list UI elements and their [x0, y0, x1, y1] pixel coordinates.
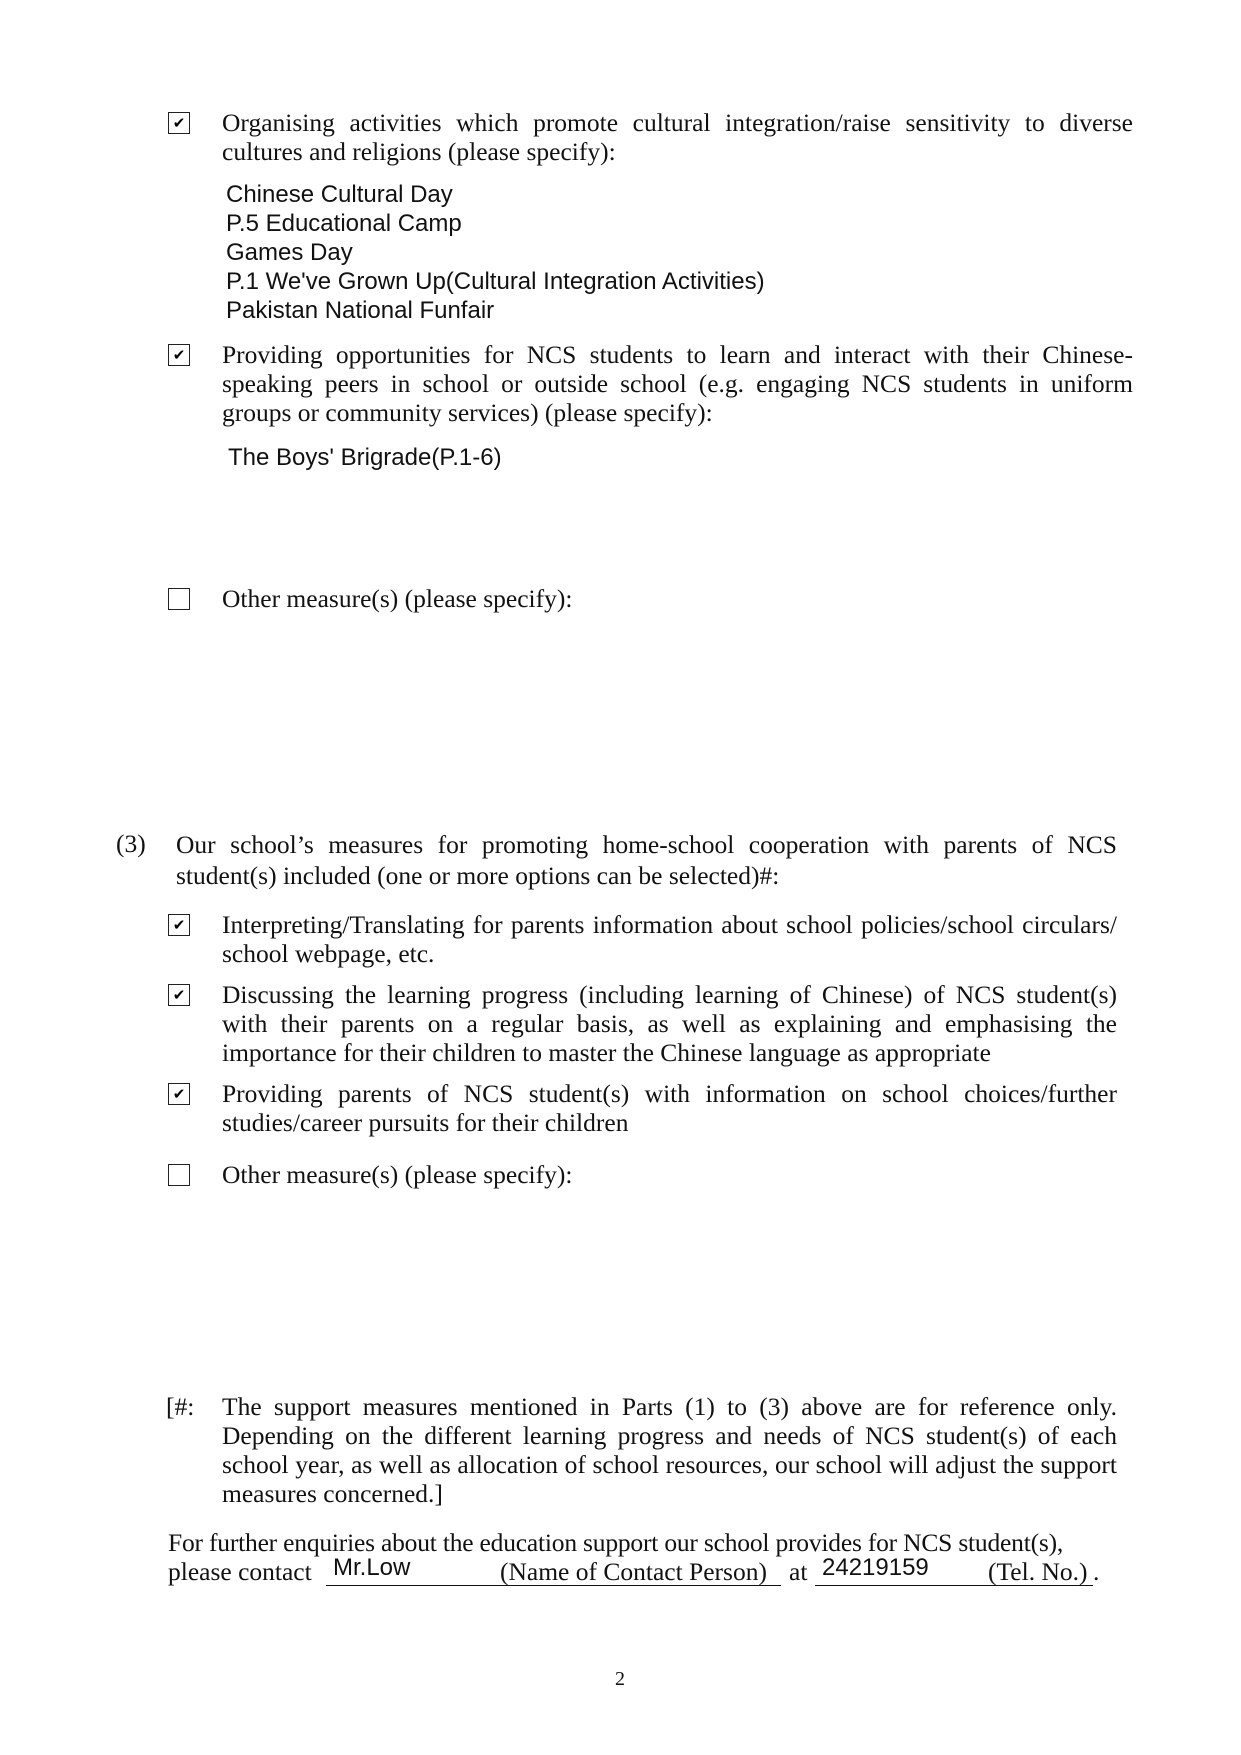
note-marker: [#:	[166, 1392, 195, 1421]
checkbox-chinese-speaking-peers[interactable]	[168, 344, 190, 366]
list-item: P.5 Educational Camp	[226, 210, 462, 237]
section3-heading: Our school’s measures for promoting home-school cooperation with parents of NCS student(s) included (one or more options can be selected)#:	[176, 830, 1117, 890]
learning-progress-label: Discussing the learning progress (including learning of Chinese) of NCS student(s) with their parents on a regular basis, as well as explaining and emphasising the importance for their children to master the Chinese language as appropriate	[222, 980, 1117, 1067]
list-item: Pakistan National Funfair	[226, 297, 495, 324]
peers-activities-list	[228, 443, 502, 472]
note-text: The support measures mentioned in Parts (1) to (3) above are for reference only. Depending on the different learning progress and needs of NCS student(s) of each school year, as well as allocation of school resources, our school will adjust the support measures concerned.]	[222, 1392, 1117, 1508]
list-item: Chinese Cultural Day	[226, 181, 453, 208]
check-mark-icon: ✔	[172, 345, 186, 364]
checkbox-other-measures-section2[interactable]	[168, 588, 190, 610]
cultural-activities-list	[226, 180, 765, 325]
list-item: Games Day	[226, 239, 353, 266]
interpreting-translating-label: Interpreting/Translating for parents information about school policies/school circulars/ school webpage, etc.	[222, 910, 1117, 968]
cultural-integration-label: Organising activities which promote cultural integration/raise sensitivity to diverse cultures and religions (please specify):	[222, 108, 1133, 166]
checkbox-other-measures-section3[interactable]	[168, 1164, 190, 1186]
section3-number: (3)	[116, 829, 146, 858]
checkbox-cultural-integration[interactable]	[168, 112, 190, 134]
other-measures-label-section3: Other measure(s) (please specify):	[222, 1160, 573, 1189]
page-number: 2	[615, 1668, 625, 1690]
chinese-speaking-peers-label: Providing opportunities for NCS students to learn and interact with their Chinese-speaking peers in school or outside school (e.g. engaging NCS students in uniform groups or community services) (please specify):	[222, 340, 1133, 427]
other-measures-label-section2: Other measure(s) (please specify):	[222, 584, 573, 613]
list-item: P.1 We've Grown Up(Cultural Integration Activities)	[226, 268, 765, 295]
checkbox-learning-progress[interactable]	[168, 984, 190, 1006]
contact-at: at	[789, 1557, 808, 1586]
check-mark-icon: ✔	[172, 1084, 186, 1103]
checkbox-school-choices[interactable]	[168, 1083, 190, 1105]
contact-tel-label: (Tel. No.)	[988, 1557, 1088, 1586]
school-choices-label: Providing parents of NCS student(s) with information on school choices/further studies/career pursuits for their children	[222, 1079, 1117, 1137]
contact-end: .	[1093, 1557, 1100, 1586]
list-item: The Boys' Brigrade(P.1-6)	[228, 444, 502, 471]
check-mark-icon: ✔	[172, 915, 186, 934]
contact-line1: For further enquiries about the education support our school provides for NCS student(s),	[168, 1528, 1064, 1557]
contact-name-field[interactable]: Mr.Low	[333, 1554, 411, 1581]
check-mark-icon: ✔	[172, 113, 186, 132]
contact-prefix: please contact	[168, 1557, 312, 1586]
contact-tel-field[interactable]: 24219159	[822, 1554, 929, 1581]
contact-name-label: (Name of Contact Person)	[500, 1557, 767, 1586]
check-mark-icon: ✔	[172, 985, 186, 1004]
checkbox-interpreting-translating[interactable]	[168, 914, 190, 936]
